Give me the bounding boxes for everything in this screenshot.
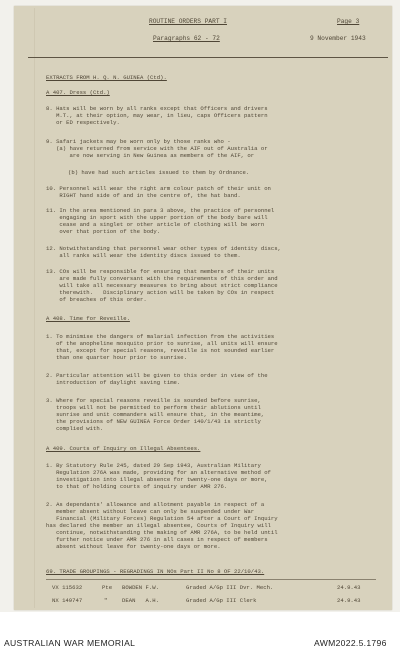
a408-para-3-line-5: complied with. (46, 425, 104, 432)
page-fold-line (34, 8, 35, 608)
a407-para-8-line-3: or ED respectively. (46, 119, 120, 126)
a409-heading: A 409. Courts of Inquiry on Illegal Absentees. (46, 445, 201, 452)
a407-para-12-line-1: 12. Notwithstanding that personnel wear other types of identity discs, (46, 245, 281, 252)
member-name: DEAN A.H. (122, 597, 159, 604)
rank: Pte (102, 584, 113, 591)
page-number: Page 3 (337, 18, 360, 25)
a409-para-1-line-4: to that of holding courts of inquiry under AMR 276. (46, 483, 228, 490)
a408-para-2-line-1: 2. Particular attention will be given to this order in view of the (46, 372, 268, 379)
effective-date: 24.9.43 (337, 597, 361, 604)
a407-para-13-line-2: are made fully conversant with the requirements of this order and (46, 275, 278, 282)
a407-para-12-line-2: all ranks will wear the identity discs issued to them. (46, 252, 241, 259)
para-69-rule (46, 579, 376, 580)
a409-para-2-line-6: further notice under AMR 276 in all cases in respect of members (46, 536, 268, 543)
a407-para-11-line-1: 11. In the area mentioned in para 3 above, the practice of personnel (46, 207, 275, 214)
a408-para-1-line-2: of the anopheline mosquito prior to sunrise, all units will ensure (46, 340, 278, 347)
document-date: 9 November 1943 (310, 35, 366, 42)
a407-para-8-line-2: M.T., at their option, may wear, in lieu, caps Officers pattern (46, 112, 268, 119)
para-69-heading: 69. TRADE GROUPINGS - REGRADINGS IN NOs Part II No 8 OF 22/10/43. (46, 568, 265, 575)
document-title: ROUTINE ORDERS PART I (149, 18, 227, 25)
a409-para-1-line-1: 1. By Statutory Rule 245, dated 29 Sep 1943, Australian Military (46, 462, 261, 469)
a408-para-2-line-2: introduction of daylight saving time. (46, 379, 181, 386)
paragraph-range: Paragraphs 62 - 72 (153, 35, 220, 42)
a408-para-1-line-1: 1. To minimise the dangers of malarial infection from the activities (46, 333, 275, 340)
header-rule (28, 57, 388, 58)
a407-para-9-line-2: (a) have returned from service with the AIF out of Australia or (46, 145, 268, 152)
a407-para-13-line-1: 13. COs will be responsible for ensuring that members of their units (46, 268, 275, 275)
a409-para-2-line-3: Financial (Military Forces) Regulation 54 after a Court of Inquiry (46, 515, 278, 522)
a408-para-3-line-1: 3. Where for special reasons reveille is sounded before sunrise, (46, 397, 261, 404)
a407-para-13-line-4: therewith. Disciplinary action will be taken by COs in respect (46, 289, 275, 296)
member-name: BOWDEN F.W. (122, 584, 159, 591)
service-number: NX 149747 (52, 597, 83, 604)
a408-para-3-line-3: sunrise and unit commanders will ensure that, in the meantime, (46, 411, 265, 418)
grading: Graded A/Gp III Dvr. Mech. (186, 584, 274, 591)
a407-para-9-line-3: are now serving in New Guinea as members of the AIF, or (46, 152, 255, 159)
a407-para-9-line-1: 9. Safari jackets may be worn only by those ranks who - (46, 138, 231, 145)
a407-para-8-line-1: 8. Hats will be worn by all ranks except that Officers and drivers (46, 105, 268, 112)
a408-para-3-line-2: troops will not be permitted to perform their ablutions until (46, 404, 261, 411)
a409-para-2-line-5: continue, notwithstanding the making of AMR 276A, to be held until (46, 529, 278, 536)
a408-para-1-line-4: than one quarter hour prior to sunrise. (46, 354, 187, 361)
section-heading: EXTRACTS FROM H. Q. N. GUINEA (Ctd). (46, 74, 167, 81)
footer-accession-number: AWM2022.5.1796 (314, 638, 387, 648)
a409-para-1-line-3: investigation into illegal absence for twenty-one days or more, (46, 476, 268, 483)
a409-para-1-line-2: Regulation 276A was made, providing for an alternative method of (46, 469, 271, 476)
a407-para-13-line-3: will take all necessary measures to bring about strict compliance (46, 282, 278, 289)
effective-date: 24.9.43 (337, 584, 361, 591)
service-number: VX 115632 (52, 584, 83, 591)
a409-para-2-line-1: 2. As dependants' allowance and allotment payable in respect of a (46, 501, 265, 508)
a407-para-11-line-2: engaging in sport with the upper portion of the body bare will (46, 214, 268, 221)
a407-para-11-line-3: cease and a singlet or other article of clothing will be worn (46, 221, 265, 228)
a407-para-11-line-4: over that portion of the body. (46, 228, 161, 235)
a409-para-2-line-4: has declared the member an illegal absentee, Courts of Inquiry will (46, 522, 271, 529)
a408-para-3-line-4: the provisions of NEW GUINEA Force Order 140/1/43 is strictly (46, 418, 261, 425)
a408-para-1-line-3: that, except for special reasons, reveille is not sounded earlier (46, 347, 275, 354)
a408-heading: A 408. Time for Reveille. (46, 315, 130, 322)
grading: Graded A/Gp III Clerk (186, 597, 257, 604)
footer-institution: AUSTRALIAN WAR MEMORIAL (4, 638, 136, 648)
a409-para-2-line-7: absent without leave for twenty-one days or more. (46, 543, 221, 550)
a407-para-13-line-5: of breaches of this order. (46, 296, 147, 303)
a407-para-10-line-1: 10. Personnel will wear the right arm colour patch of their unit on (46, 185, 271, 192)
a409-para-2-line-2: member absent without leave can only be suspended under War (46, 508, 255, 515)
a407-heading: A 407. Dress (Ctd.) (46, 89, 110, 96)
rank: " (104, 597, 108, 604)
a407-para-10-line-2: RIGHT hand side of and in the centre of, the hat band. (46, 192, 241, 199)
a407-para-9b: (b) have had such articles issued to them by Ordnance. (68, 169, 250, 176)
